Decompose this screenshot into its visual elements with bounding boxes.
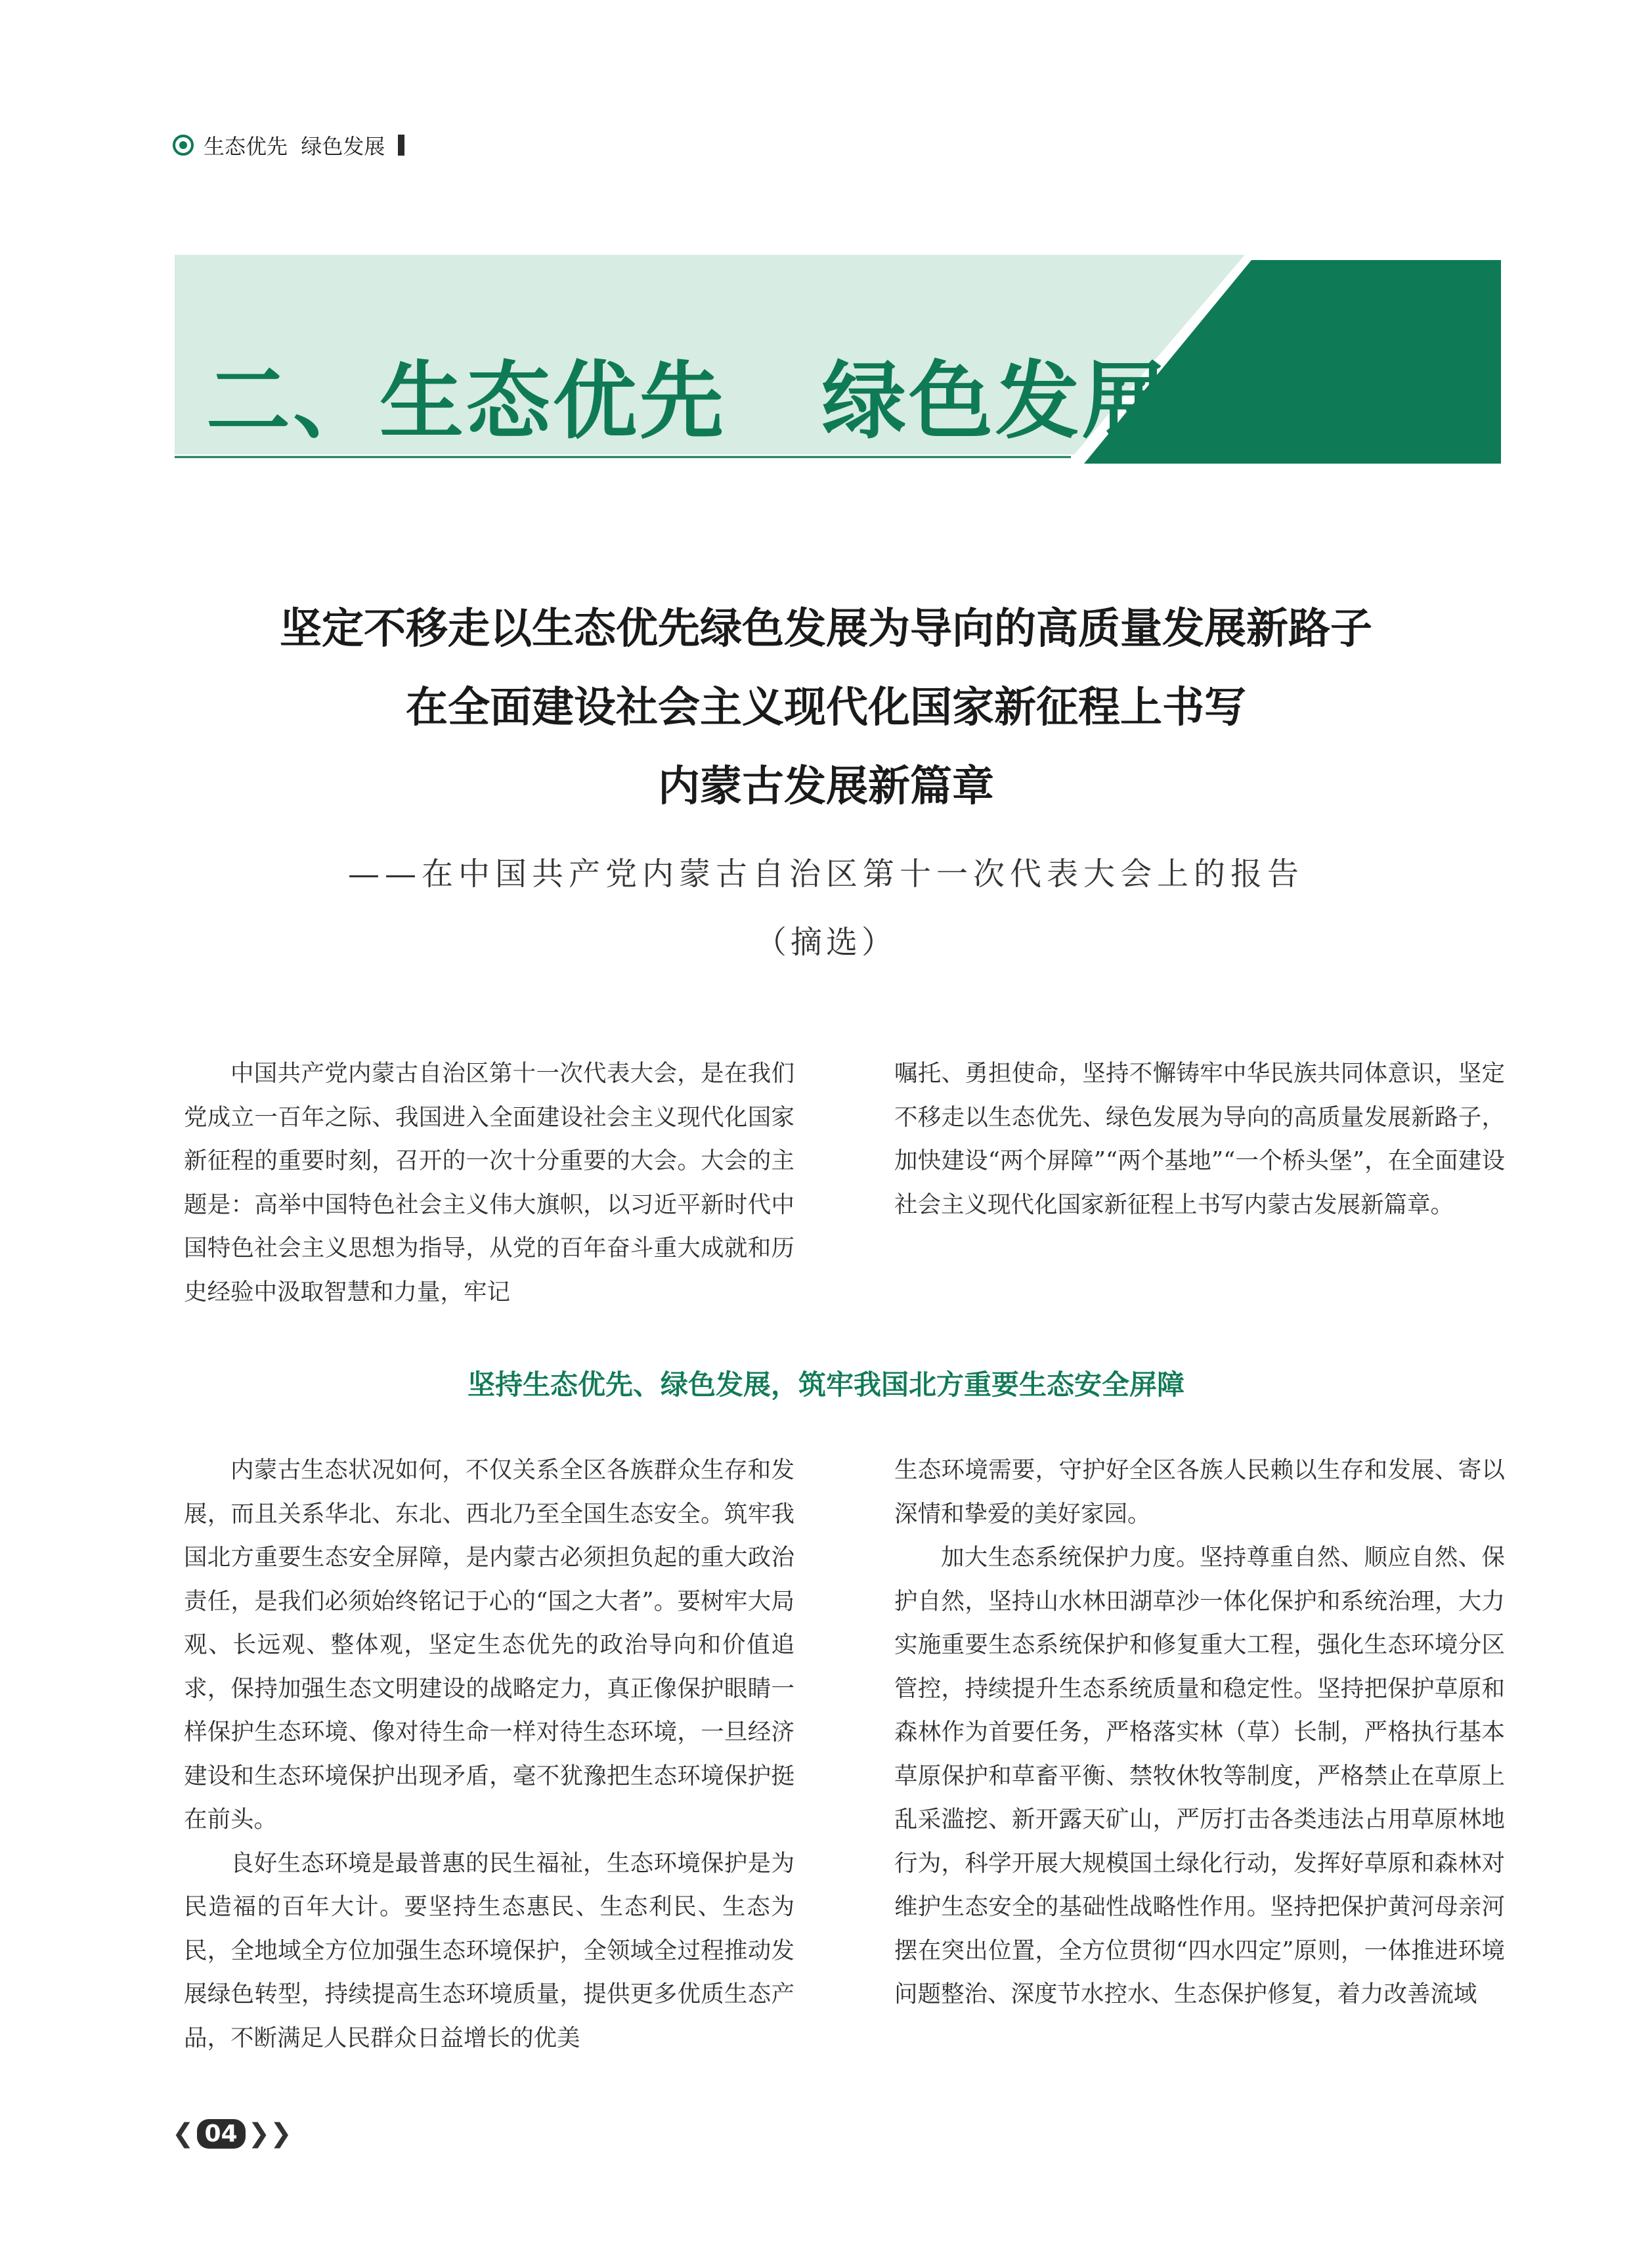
intro-right-column (894, 1052, 1505, 1227)
article-title (0, 590, 1652, 826)
paragraph: 生态环境需要，守护好全区各族人民赖以生存和发展、寄以深情和挚爱的美好家园。 (894, 1457, 1505, 1527)
section-right-column (894, 1449, 1505, 2017)
paragraph: 嘱托、勇担使命，坚持不懈铸牢中华民族共同体意识，坚定不移走以生态优先、绿色发展为导向的高质量发展新路子，加快建设“两个屏障”“两个基地”“一个桥头堡”，在全面建设社会主义现代化国家新征程上书写内蒙古发展新篇章。 (894, 1060, 1505, 1218)
article-excerpt-note: （摘选） (754, 924, 897, 961)
section-heading: 坚持生态优先、绿色发展，筑牢我国北方重要生态安全屏障 (467, 1369, 1185, 1401)
running-head-bar (398, 135, 404, 156)
page-number (172, 2118, 292, 2149)
paragraph: 中国共产党内蒙古自治区第十一次代表大会，是在我们党成立一百年之际、我国进入全面建设社会主义现代化国家新征程的重要时刻，召开的一次十分重要的大会。大会的主题是：高举中国特色社会主义伟大旗帜，以习近平新时代中国特色社会主义思想为指导，从党的百年奋斗重大成就和历史经验中汲取智慧和力量，牢记 (184, 1060, 794, 1305)
running-head (172, 130, 404, 160)
paragraph: 良好生态环境是最普惠的民生福祉，生态环境保护是为民造福的百年大计。要坚持生态惠民、生态利民、生态为民，全地域全方位加强生态环境保护，全领域全过程推动发展绿色转型，持续提高生态环境质量，提供更多优质生态产品，不断满足人民群众日益增长的优美 (184, 1849, 794, 2051)
article-title-line: 坚定不移走以生态优先绿色发展为导向的高质量发展新路子 (280, 605, 1372, 653)
section-banner (175, 255, 1501, 465)
target-icon (172, 134, 194, 156)
banner-title: 二、生态优先 绿色发展 (206, 353, 1169, 450)
page-number-value: 04 (197, 2119, 246, 2149)
article-subtitle: ——在中国共产党内蒙古自治区第十一次代表大会上的报告 (347, 856, 1304, 892)
intro-left-column (184, 1052, 794, 1314)
article-title-line: 在全面建设社会主义现代化国家新征程上书写 (406, 684, 1246, 732)
section-left-column (184, 1449, 794, 2060)
chevron-right-icon: ❯❯ (248, 2118, 292, 2149)
paragraph: 加大生态系统保护力度。坚持尊重自然、顺应自然、保护自然，坚持山水林田湖草沙一体化保护和系统治理，大力实施重要生态系统保护和修复重大工程，强化生态环境分区管控，持续提升生态系统质量和稳定性。坚持把保护草原和森林作为首要任务，严格落实林（草）长制，严格执行基本草原保护和草畜平衡、禁牧休牧等制度，严格禁止在草原上乱采滥挖、新开露天矿山，严厉打击各类违法占用草原林地行为，科学开展大规模国土绿化行动，发挥好草原和森林对维护生态安全的基础性战略性作用。坚持把保护黄河母亲河摆在突出位置，全方位贯彻“四水四定”原则，一体推进环境问题整治、深度节水控水、生态保护修复，着力改善流域 (894, 1544, 1505, 2007)
running-head-text: 生态优先 绿色发展 (204, 134, 385, 159)
paragraph: 内蒙古生态状况如何，不仅关系全区各族群众生存和发展，而且关系华北、东北、西北乃至全国生态安全。筑牢我国北方重要生态安全屏障，是内蒙古必须担负起的重大政治责任，是我们必须始终铭记于心的“国之大者”。要树牢大局观、长远观、整体观，坚定生态优先的政治导向和价值追求，保持加强生态文明建设的战略定力，真正像保护眼睛一样保护生态环境、像对待生命一样对待生态环境，一旦经济建设和生态环境保护出现矛盾，毫不犹豫把生态环境保护挺在前头。 (184, 1457, 794, 1833)
article-title-line: 内蒙古发展新篇章 (658, 762, 994, 811)
chevron-left-icon: ❮ (172, 2118, 194, 2149)
